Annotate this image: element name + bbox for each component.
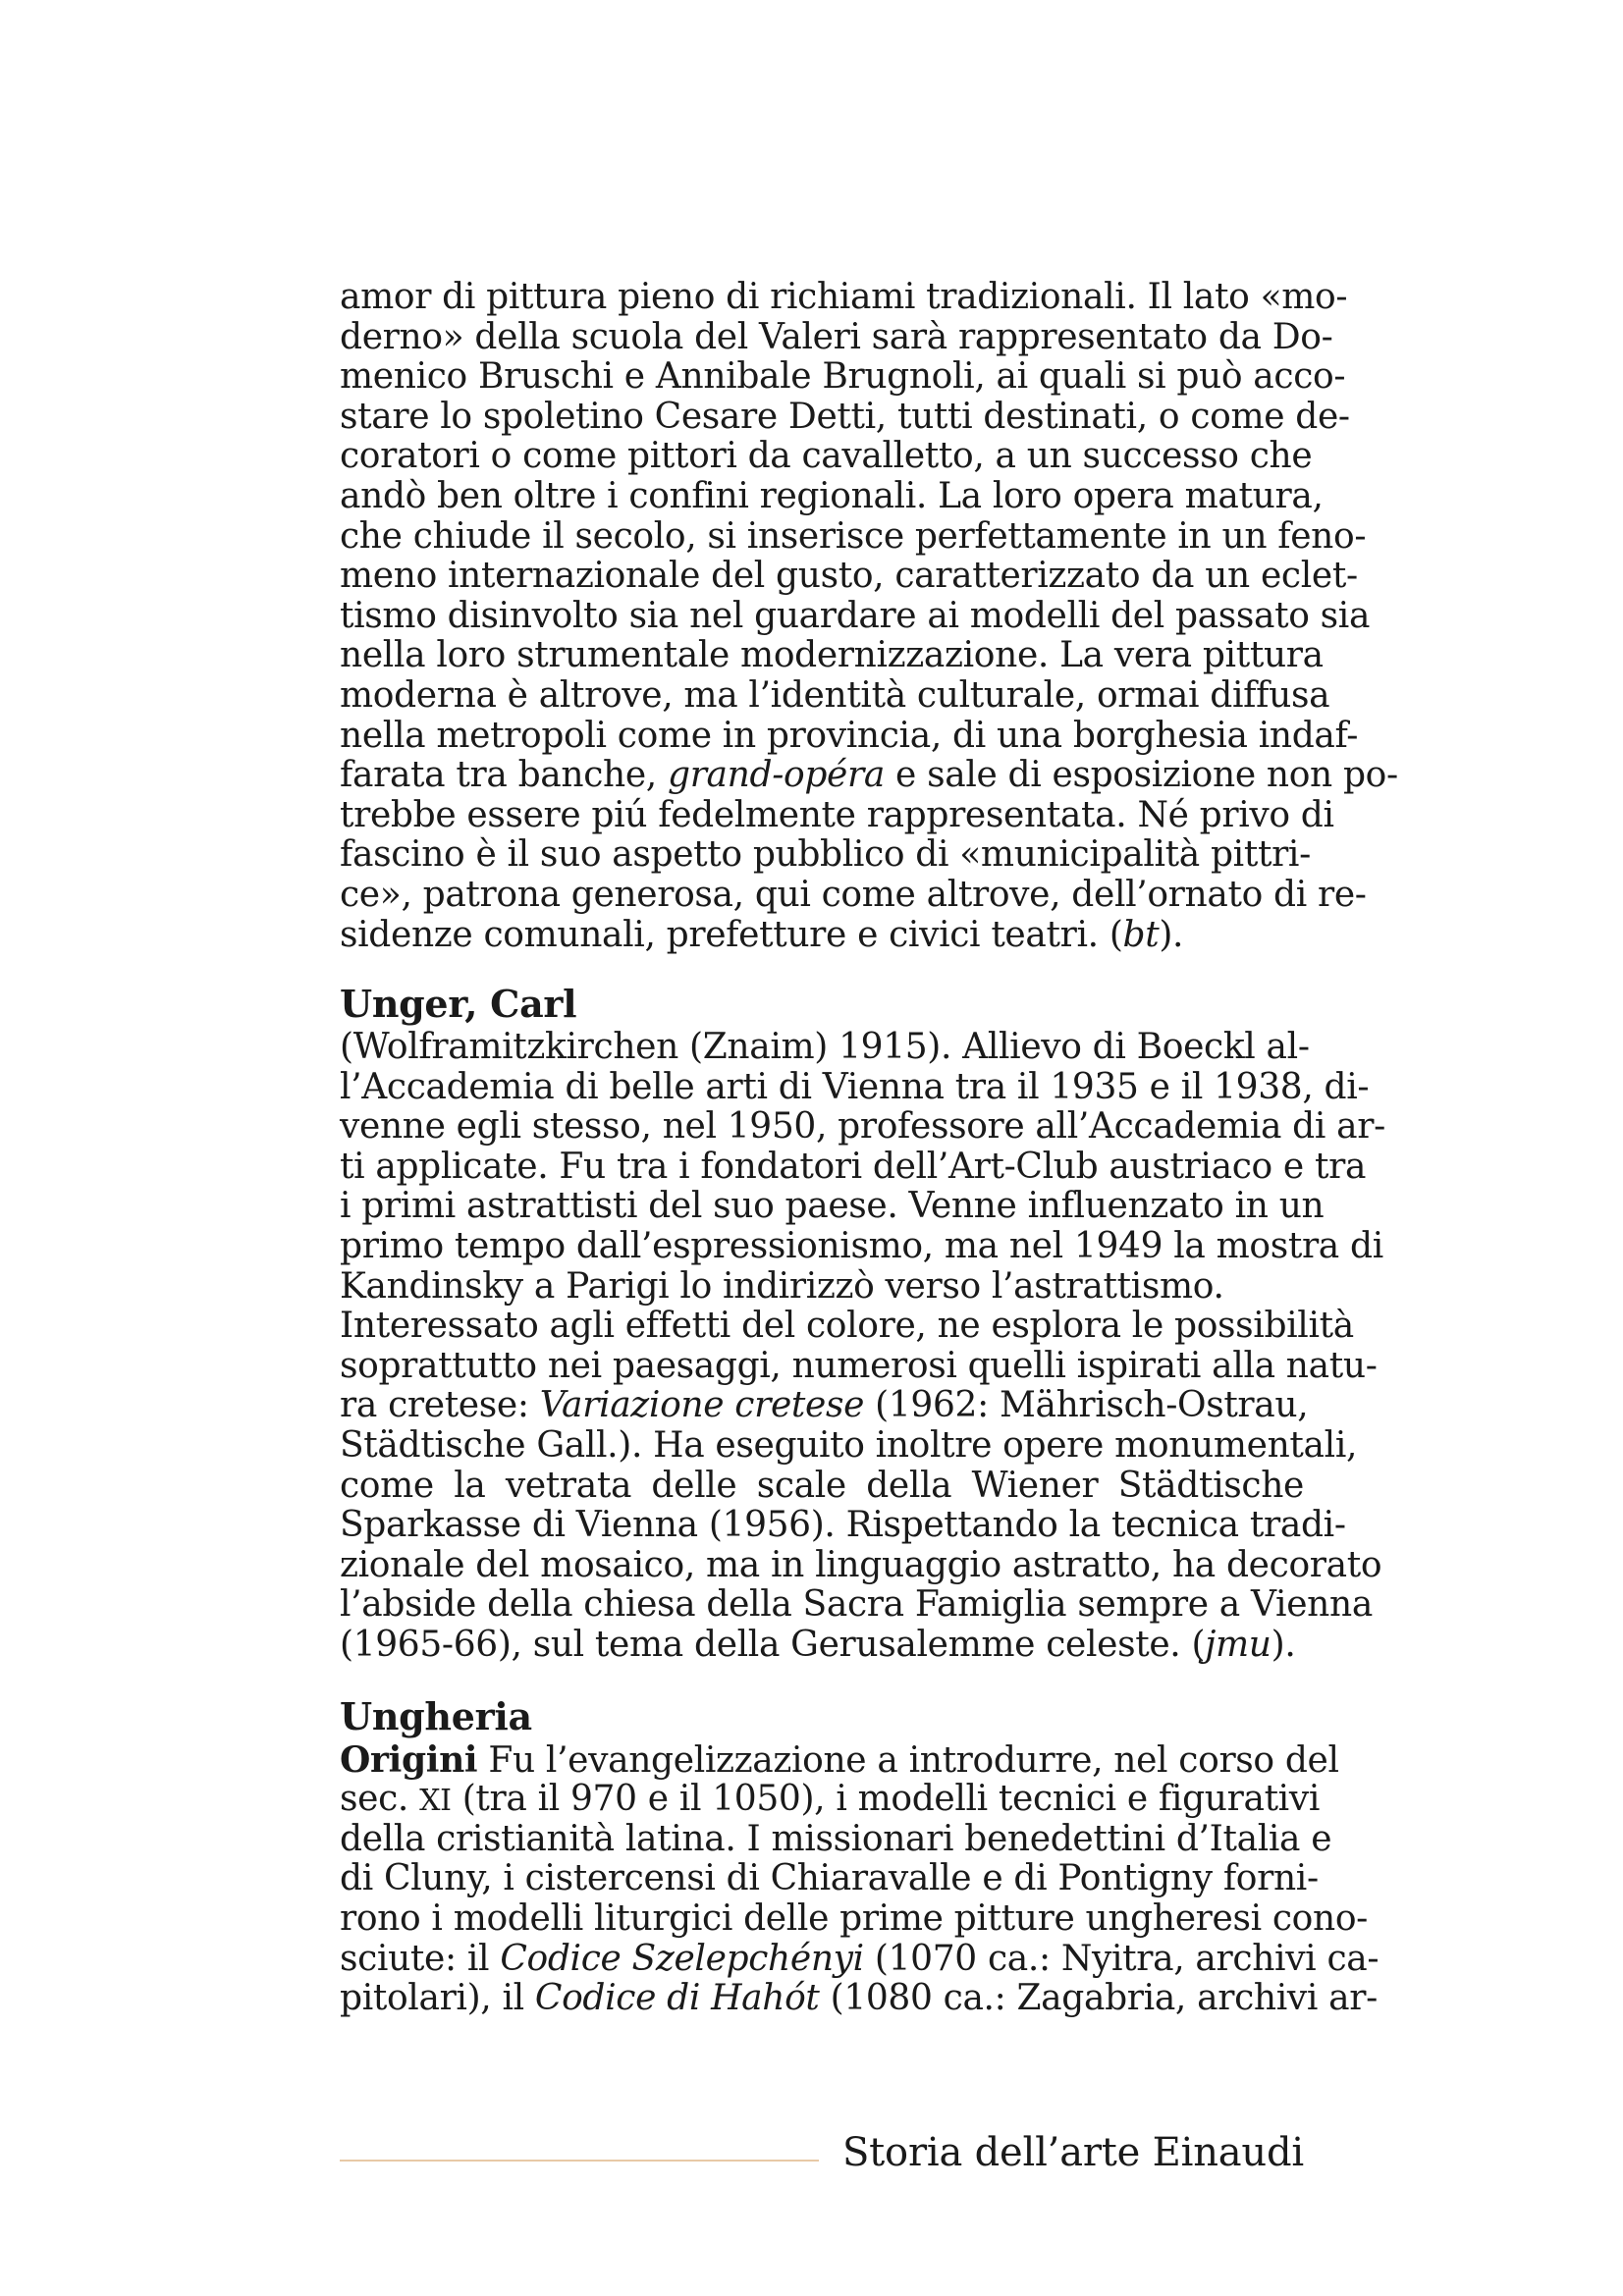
- text-line: [340, 1385, 1309, 1426]
- text-fragment: Fu l’evangelizzazione a introdurre, nel corso del: [477, 1739, 1339, 1781]
- text-fragment: sciute: il: [340, 1938, 501, 1979]
- text-fragment: farata tra banche,: [340, 755, 668, 796]
- text-column: [340, 277, 1398, 2019]
- text-line: di Cluny, i cistercensi di Chiaravalle e di Pontigny forni-: [340, 1858, 1319, 1899]
- manuscript-title: Codice di Hahót: [534, 1978, 820, 2019]
- text-fragment: e sale di esposizione non po-: [884, 755, 1398, 796]
- author-initials: jmu: [1205, 1625, 1271, 1665]
- text-fragment: (1070 ca.: Nyitra, archivi ca-: [863, 1938, 1380, 1979]
- text-line: nella loro strumentale modernizzazione. La vera pittura: [340, 635, 1324, 676]
- section-runin-heading: Origini: [340, 1738, 478, 1781]
- text-line: meno internazionale del gusto, caratterizzato da un eclet-: [340, 556, 1358, 597]
- text-line: andò ben oltre i confini regionali. La loro opera matura,: [340, 475, 1324, 516]
- text-line: moderna è altrove, ma l’identità culturale, ormai diffusa: [340, 674, 1330, 716]
- text-line: l’Accademia di belle arti di Vienna tra il 1935 e il 1938, di-: [340, 1066, 1370, 1107]
- text-line: derno» della scuola del Valeri sarà rappresentato da Do-: [340, 316, 1333, 357]
- text-line: trebbe essere piú fedelmente rappresentata. Né privo di: [340, 794, 1334, 835]
- text-line: amor di pittura pieno di richiami tradizionali. Il lato «mo-: [340, 277, 1348, 317]
- text-line: soprattutto nei paesaggi, numerosi quelli ispirati alla natu-: [340, 1345, 1378, 1386]
- text-line: come la vetrata delle scale della Wiener Städtische: [340, 1465, 1304, 1506]
- paragraph-continued: [340, 277, 1398, 955]
- text-line: Sparkasse di Vienna (1956). Rispettando la tecnica tradi-: [340, 1505, 1346, 1546]
- footer-publication-title: Storia dell’arte Einaudi: [841, 2130, 1304, 2175]
- entry-unger: [340, 982, 1385, 1666]
- text-line: stare lo spoletino Cesare Detti, tutti destinati, o come de-: [340, 396, 1350, 437]
- text-line: Kandinsky a Parigi lo indirizzò verso l’astrattismo.: [340, 1265, 1224, 1307]
- text-line: [340, 1626, 1304, 1666]
- text-fragment: (1962: Mährisch-Ostrau,: [864, 1385, 1309, 1426]
- text-line: zionale del mosaico, ma in linguaggio astratto, ha decorato: [340, 1544, 1382, 1585]
- text-line: l’abside della chiesa della Sacra Famiglia sempre a Vienna: [340, 1584, 1373, 1626]
- manuscript-title: Codice Szelepchényi: [500, 1938, 864, 1979]
- text-fragment: ra cretese:: [340, 1385, 540, 1426]
- text-line: (Wolframitzkirchen (Znaim) 1915). Allievo di Boeckl al-: [340, 1027, 1310, 1068]
- text-line: [340, 1779, 1320, 1820]
- text-line: tismo disinvolto sia nel guardare ai modelli del passato sia: [340, 595, 1371, 636]
- text-line: fascino è il suo aspetto pubblico di «municipalità pittri-: [340, 834, 1311, 876]
- text-line: nella metropoli come in provincia, di una borghesia indaf-: [340, 715, 1359, 756]
- text-fragment: (1080 ca.: Zagabria, archivi ar-: [819, 1978, 1378, 2019]
- text-line: che chiude il secolo, si inserisce perfettamente in un feno-: [340, 515, 1367, 557]
- text-line: ce», patrona generosa, qui come altrove, dell’ornato di re-: [340, 874, 1367, 915]
- text-line: coratori o come pittori da cavalletto, a un successo che: [340, 436, 1313, 477]
- text-line: [340, 916, 1304, 956]
- text-line: [340, 1938, 1380, 1980]
- text-fragment: sec.: [340, 1779, 420, 1820]
- century-numeral: XI: [419, 1784, 452, 1819]
- text-line: [340, 1978, 1378, 2019]
- text-line: venne egli stesso, nel 1950, professore all’Accademia di ar-: [340, 1106, 1385, 1148]
- entry-ungheria: [340, 1693, 1380, 2019]
- footer-rule: [340, 2160, 819, 2162]
- text-line: i primi astrattisti del suo paese. Venne influenzato in un: [340, 1186, 1325, 1227]
- italic-term: grand-opéra: [668, 755, 885, 796]
- text-fragment: sidenze comunali, prefetture e civici teatri. (: [340, 914, 1123, 955]
- text-fragment: pitolari), il: [340, 1978, 535, 2019]
- entry-heading: Unger, Carl: [340, 982, 577, 1027]
- text-line: menico Bruschi e Annibale Brugnoli, ai quali si può acco-: [340, 356, 1346, 398]
- text-line: Interessato agli effetti del colore, ne esplora le possibilità: [340, 1306, 1354, 1347]
- text-fragment: (1965-66), sul tema della Gerusalemme celeste. (: [340, 1625, 1206, 1665]
- text-fragment: ).: [1271, 1625, 1296, 1665]
- text-line: Städtische Gall.). Ha eseguito inoltre opere monumentali,: [340, 1425, 1358, 1467]
- text-line: della cristianità latina. I missionari benedettini d’Italia e: [340, 1818, 1332, 1859]
- entry-heading: Ungheria: [340, 1693, 532, 1738]
- text-fragment: (tra il 970 e il 1050), i modelli tecnici e figurativi: [451, 1779, 1320, 1820]
- text-line: ti applicate. Fu tra i fondatori dell’Art-Club austriaco e tra: [340, 1146, 1367, 1187]
- text-line: [340, 1738, 1339, 1781]
- text-fragment: ).: [1159, 914, 1184, 955]
- author-initials: bt: [1122, 914, 1160, 955]
- text-line: rono i modelli liturgici delle prime pitture ungheresi cono-: [340, 1897, 1368, 1939]
- artwork-title: Variazione cretese: [539, 1385, 865, 1426]
- text-line: primo tempo dall’espressionismo, ma nel 1949 la mostra di: [340, 1226, 1383, 1267]
- text-line: [340, 755, 1398, 796]
